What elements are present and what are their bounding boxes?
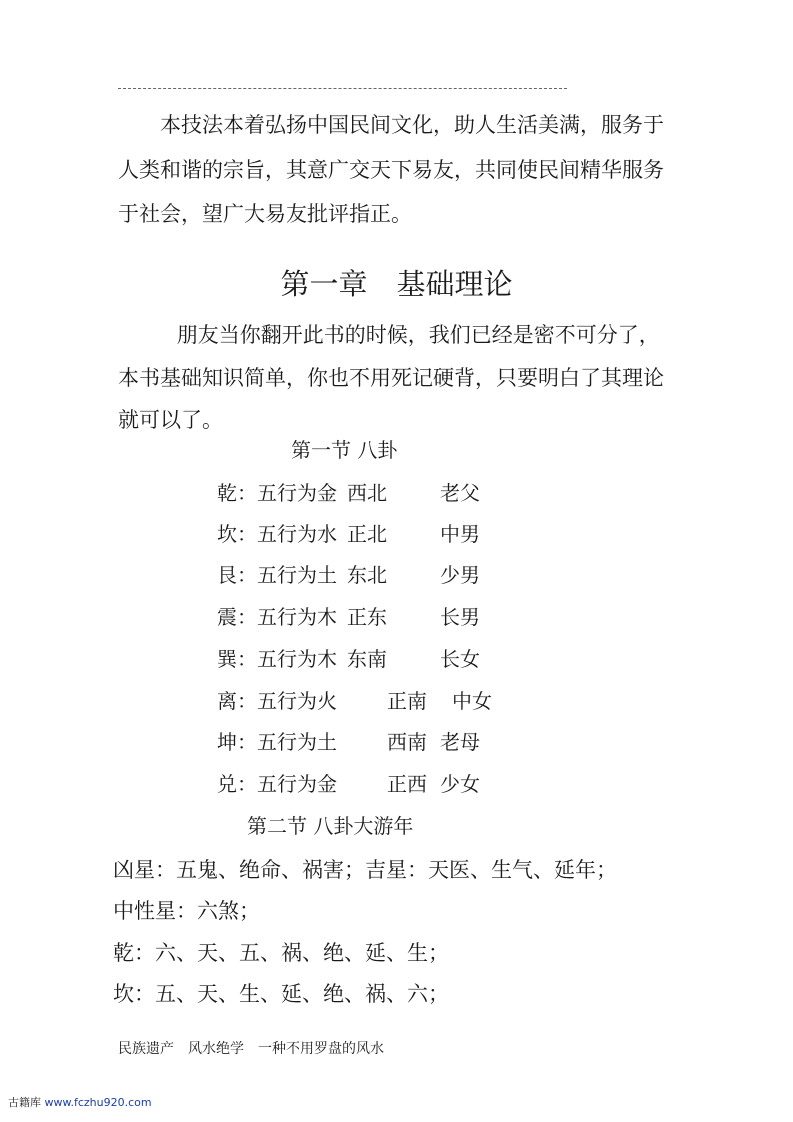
chapter-intro-paragraph: 朋友当你翻开此书的时候，我们已经是密不可分了，本书基础知识简单，你也不用死记硬背，只要明白了其理论就可以了。 <box>118 323 664 432</box>
trigram-direction: 东北 <box>347 563 387 587</box>
qian-sequence-line: 乾：六、天、五、祸、绝、延、生； <box>113 941 449 965</box>
trigram-member: 中女 <box>452 689 492 713</box>
trigram-name: 巽：五行为木 <box>217 647 337 671</box>
trigram-direction: 正南 <box>387 689 427 713</box>
trigram-name: 坎：五行为水 <box>217 522 337 546</box>
watermark-url[interactable]: www.fczhu920.com <box>44 1096 152 1109</box>
page-footer: 民族遗产 风水绝学 一种不用罗盘的风水 <box>118 1041 384 1057</box>
trigram-name: 离：五行为火 <box>217 689 337 713</box>
chapter-title: 第一章 基础理论 <box>280 267 513 301</box>
trigram-member: 少男 <box>440 563 480 587</box>
header-divider <box>118 88 567 89</box>
watermark <box>8 1096 152 1110</box>
watermark-site: 古籍库 <box>8 1096 41 1109</box>
trigram-direction: 正北 <box>347 522 387 546</box>
intro-paragraph: 本技法本着弘扬中国民间文化，助人生活美满，服务于人类和谐的宗旨，其意广交天下易友，共同使民间精华服务于社会，望广大易友批评指正。 <box>118 113 664 226</box>
trigram-direction: 正东 <box>347 605 387 629</box>
trigram-name: 震：五行为木 <box>217 605 337 629</box>
trigram-name: 坤：五行为土 <box>217 730 337 754</box>
trigram-member: 少女 <box>440 772 480 796</box>
trigram-member: 长男 <box>440 605 480 629</box>
neutral-star-line: 中性星：六煞； <box>113 899 260 923</box>
trigram-direction: 西北 <box>347 481 387 505</box>
trigram-direction: 东南 <box>347 647 387 671</box>
trigram-member: 老父 <box>440 481 480 505</box>
trigram-member: 老母 <box>440 730 480 754</box>
trigram-name: 艮：五行为土 <box>217 563 337 587</box>
trigram-name: 乾：五行为金 <box>217 481 337 505</box>
trigram-direction: 正西 <box>387 772 427 796</box>
section-2-title: 第二节 八卦大游年 <box>247 814 414 838</box>
trigram-member: 中男 <box>440 522 480 546</box>
trigram-direction: 西南 <box>387 730 427 754</box>
stars-line: 凶星：五鬼、绝命、祸害；吉星：天医、生气、延年； <box>113 858 617 882</box>
section-1-title: 第一节 八卦 <box>291 438 398 462</box>
kan-sequence-line: 坎：五、天、生、延、绝、祸、六； <box>113 982 449 1006</box>
trigram-name: 兑：五行为金 <box>217 772 337 796</box>
trigram-member: 长女 <box>440 647 480 671</box>
